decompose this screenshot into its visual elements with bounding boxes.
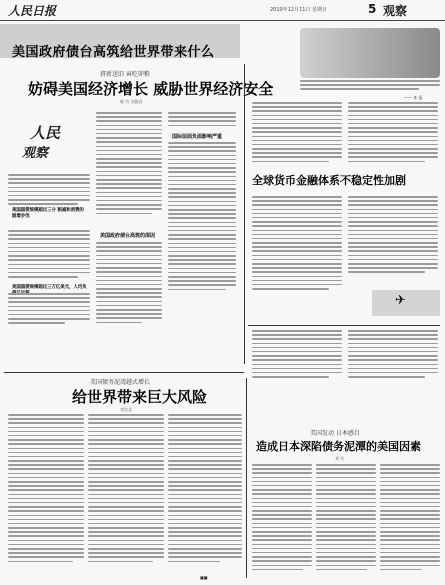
dateline: 2010年12月11日 星期日 bbox=[270, 7, 328, 13]
right-box-headline: 全球货币金融体系不稳定性加剧 bbox=[252, 174, 406, 187]
cartoon-graphic bbox=[372, 290, 440, 316]
right-column-text-a bbox=[252, 102, 342, 165]
newspaper-logo: 人民日报 bbox=[8, 4, 57, 18]
bottom-right-byline: 刘 军 bbox=[335, 456, 345, 461]
right-column-text-b bbox=[348, 102, 438, 165]
mid-subhead-2: 国际层面负面影响严重 bbox=[172, 134, 223, 140]
mid-column-2 bbox=[168, 112, 236, 129]
bottom-right-col-3 bbox=[380, 464, 440, 573]
intro-column bbox=[300, 80, 440, 93]
page-number: 5 bbox=[368, 2, 377, 16]
mid-column-1 bbox=[96, 112, 162, 217]
bottom-left-headline: 给世界带来巨大风险 bbox=[72, 388, 208, 406]
mid-column-1b bbox=[96, 242, 162, 326]
masthead bbox=[0, 0, 445, 21]
bottom-right-col-2 bbox=[316, 464, 376, 573]
right-lower-text-b bbox=[348, 330, 438, 380]
right-column-text-d bbox=[348, 196, 438, 276]
bottom-column-divider bbox=[246, 378, 247, 578]
right-column-text-c bbox=[252, 196, 342, 292]
mid-column-2b bbox=[168, 142, 236, 293]
right-lower-text-a bbox=[252, 330, 342, 380]
left-column-text-2 bbox=[8, 230, 90, 280]
left-column-text-3 bbox=[8, 293, 90, 327]
airplane-photo bbox=[300, 28, 440, 78]
renmin-guancha-stamp bbox=[22, 120, 66, 170]
section-title: 观察 bbox=[383, 4, 408, 18]
top-kicker: 挤新送旧 寅吃卯粮 bbox=[100, 71, 150, 78]
banner-headline: 美国政府债台高筑给世界带来什么 bbox=[12, 45, 215, 60]
footer-mark: ■■ bbox=[200, 575, 208, 580]
bottom-right-kicker: 美国发动 日本感目 bbox=[310, 430, 360, 437]
top-byline: 陈 竹 刘施直 bbox=[120, 99, 143, 104]
bottom-right-col-1 bbox=[252, 464, 312, 573]
bottom-right-headline: 造成日本深陷债务泥潭的美国因素 bbox=[256, 440, 421, 453]
column-divider bbox=[244, 64, 245, 364]
stamp-line2: 观察 bbox=[22, 146, 49, 161]
left-subhead-2: 美国国债规模超过三万亿美元，人均负 bbox=[12, 285, 87, 290]
stamp-line1: 人民 bbox=[30, 124, 61, 142]
bottom-left-col-3 bbox=[168, 414, 242, 565]
cartoon-icon: ✈ bbox=[395, 293, 406, 308]
bottom-left-kicker: 美国债务泥湾越式增长 bbox=[90, 379, 151, 386]
left-subhead-1: 美国国债规模超过三分 割减和消费的剧增步伐 bbox=[12, 208, 84, 219]
mid-subhead-1: 美国政府债台高筑的深因 bbox=[100, 233, 156, 239]
top-headline: 妨碍美国经济增长 威胁世界经济安全 bbox=[28, 80, 274, 98]
section-divider-left bbox=[4, 372, 244, 373]
section-divider-right bbox=[248, 325, 440, 326]
bottom-left-byline: 李沈北 bbox=[120, 407, 132, 412]
intro-signature: —— 本 报 bbox=[404, 95, 423, 100]
bottom-left-col-1 bbox=[8, 414, 84, 565]
bottom-left-col-2 bbox=[88, 414, 164, 565]
left-column-text bbox=[8, 174, 90, 208]
